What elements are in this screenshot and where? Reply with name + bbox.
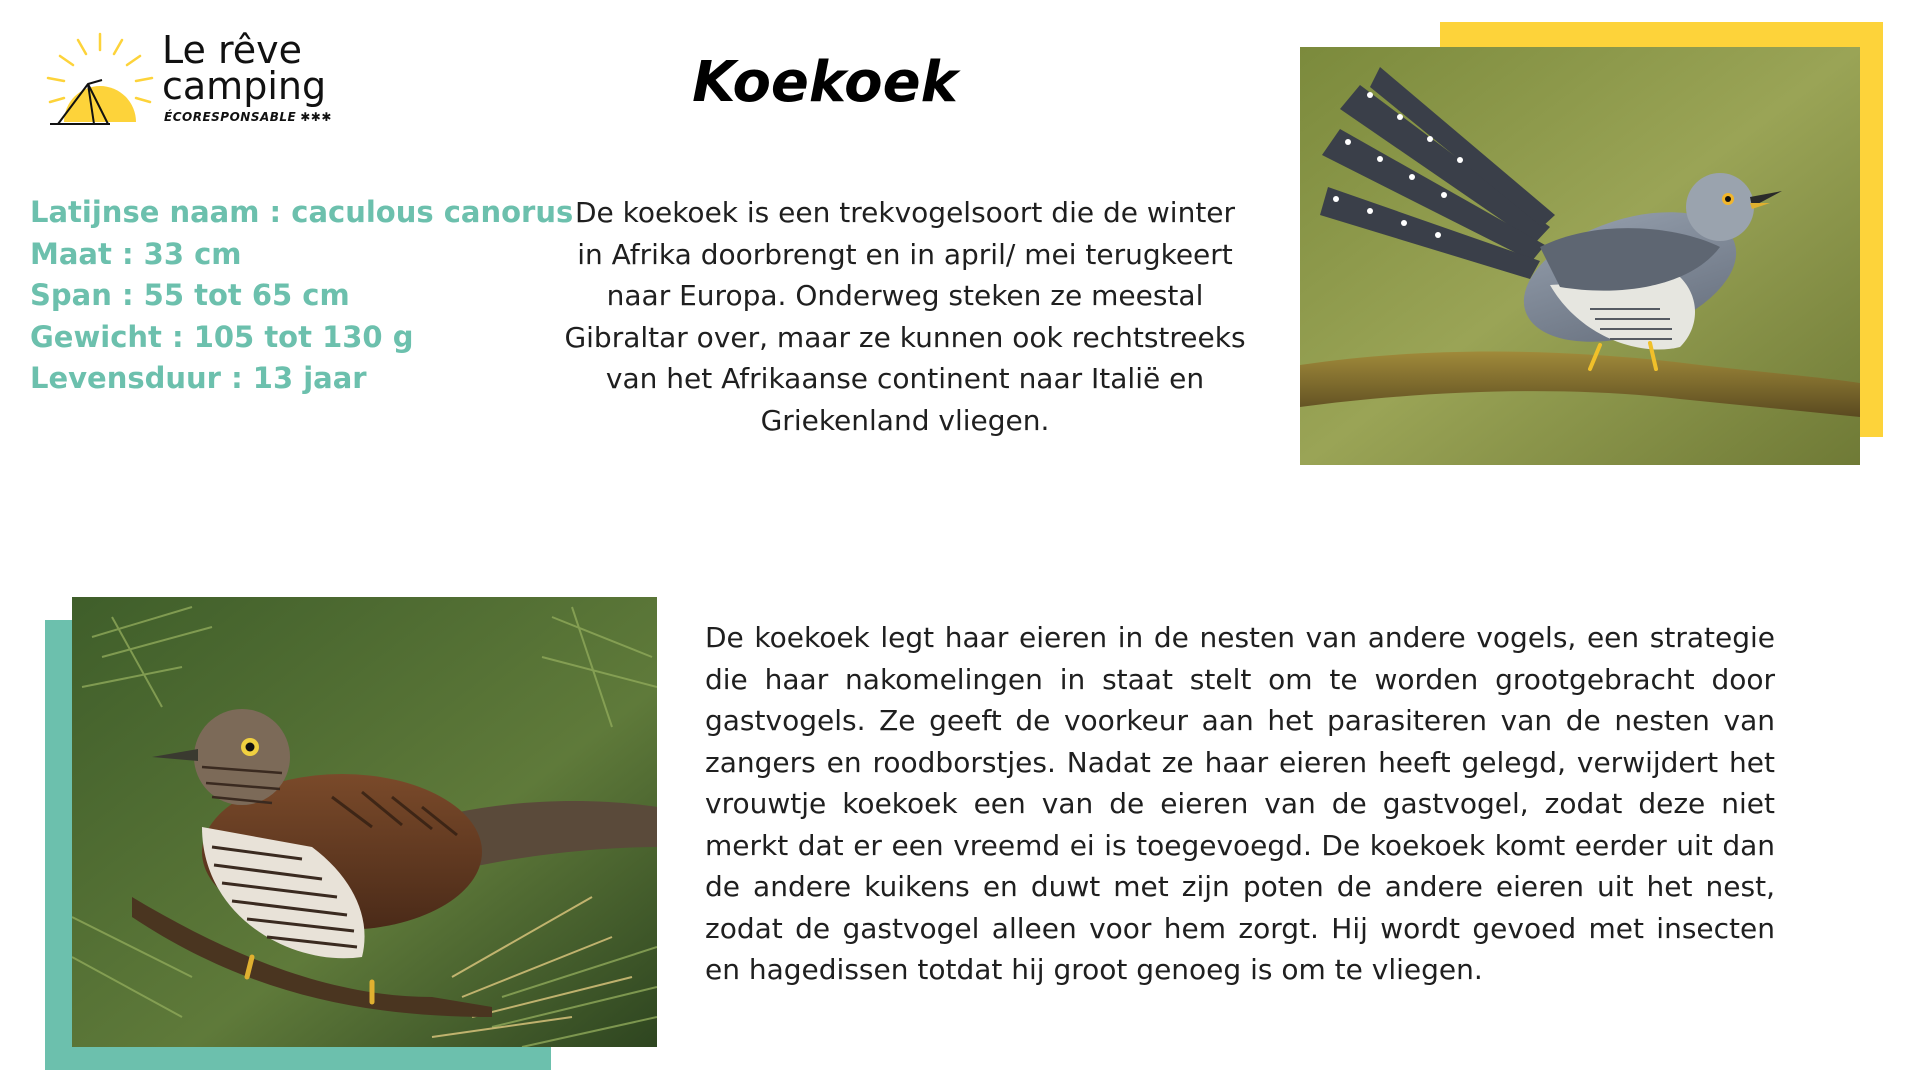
fact-weight: Gewicht : 105 tot 130 g bbox=[30, 319, 414, 354]
fact-lifespan: Levensduur : 13 jaar bbox=[30, 361, 367, 395]
facts-list bbox=[30, 192, 574, 400]
logo bbox=[40, 26, 360, 136]
logo-stars: ✱✱✱ bbox=[300, 110, 332, 124]
intro-paragraph: De koekoek is een trekvogelsoort die de winter in Afrika doorbrengt en in april/ mei terugkeert naar Europa. Onderweg steken ze meestal Gibraltar over, maar ze kunnen ook rechtstreeks van het Afrikaanse continent naar Italië en Griekenland vliegen. bbox=[564, 196, 1246, 437]
body-paragraph: De koekoek legt haar eieren in de nesten van andere vogels, een strategie die haar nakomelingen in staat stelt om te worden grootgebracht door gastvogels. Ze geeft de voorkeur aan het parasiteren van de nesten van zangers en roodborstjes. Nadat ze haar eieren heeft gelegd, verwijdert het vrouwtje koekoek een van de eieren van de gastvogel, zodat deze niet merkt dat er een vreemd ei is toegevoegd. De koekoek komt eerder uit dan de andere kuikens en duwt met zijn poten de andere eieren uit het nest, zodat de gastvogel alleen voor hem zorgt. Hij wordt gevoed met insecten en hagedissen totdat hij groot genoeg is om te vliegen. bbox=[705, 621, 1775, 986]
logo-tagline-text: ÉCORESPONSABLE bbox=[164, 110, 297, 124]
fact-size: Maat : 33 cm bbox=[30, 236, 242, 271]
logo-name-line1: Le rêve bbox=[162, 28, 302, 72]
fact-latin-name: Latijnse naam : caculous canorus bbox=[30, 195, 574, 229]
sun-tent-icon bbox=[40, 26, 160, 136]
fact-wingspan: Span : 55 tot 65 cm bbox=[30, 278, 350, 312]
logo-tagline bbox=[164, 110, 332, 124]
cuckoo-photo-pine bbox=[72, 597, 657, 1047]
page-title: Koekoek bbox=[692, 50, 958, 115]
cuckoo-photo-perched bbox=[1300, 47, 1860, 465]
logo-name-line2: camping bbox=[162, 64, 327, 108]
